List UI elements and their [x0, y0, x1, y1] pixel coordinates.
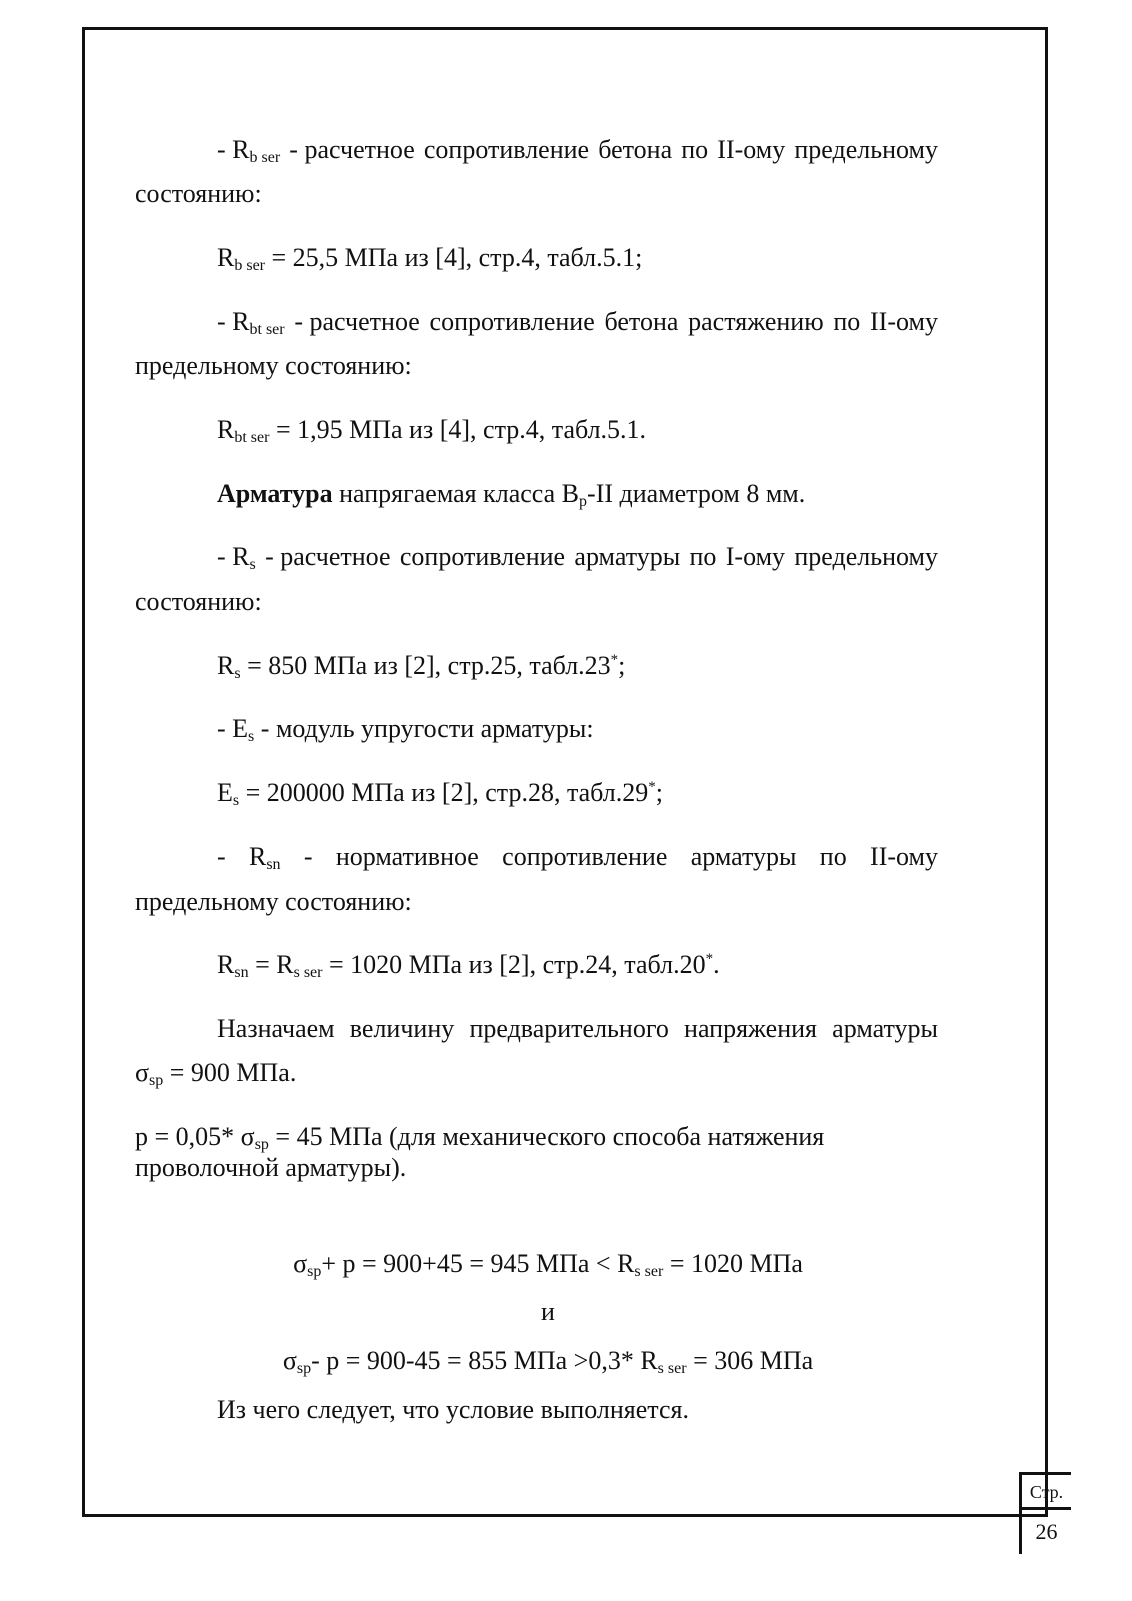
word: арматуры [832, 1014, 938, 1043]
text: = 850 МПа из [2], стр.25, табл.23 [240, 651, 611, 680]
word: II-ому [717, 135, 786, 164]
symbol: R [217, 415, 235, 444]
page-number-stamp [1019, 1472, 1071, 1554]
subscript: s [248, 728, 255, 745]
formula-check-lower [135, 1345, 961, 1377]
symbol: σ [135, 1058, 150, 1087]
formula-check-upper [135, 1248, 961, 1280]
subscript: bt ser [249, 321, 285, 338]
text-line-es-definition [217, 713, 594, 745]
word: - расчетное [289, 135, 415, 164]
subscript: s ser [657, 1360, 687, 1377]
formula-es [217, 777, 663, 809]
text: = 200000 МПа из [2], стр.28, табл.29 [239, 778, 649, 807]
text-line-rb-ser-definition [217, 134, 938, 166]
subscript: b ser [234, 257, 265, 274]
text: -II диаметром 8 мм. [587, 479, 806, 508]
symbol: - R [217, 135, 250, 164]
word: бетона [604, 307, 679, 336]
word: сопротивление [399, 542, 566, 571]
word: II-ому [870, 842, 938, 871]
formula-rbt-ser [217, 414, 646, 446]
text: напрягаемая класса В [332, 479, 580, 508]
text: . [713, 950, 720, 979]
word: напряжения [684, 1014, 817, 1043]
symbol: - R [217, 307, 250, 336]
text-line: предельному состоянию: [135, 351, 412, 380]
symbol: R [217, 950, 235, 979]
word: предельному [794, 135, 938, 164]
superscript: * [648, 779, 656, 795]
text-line-rbt-ser-definition [217, 306, 938, 338]
subscript: bt ser [234, 429, 270, 446]
text-line-rsn-definition [217, 841, 938, 873]
word: сопротивление [423, 135, 590, 164]
subscript: р [579, 493, 588, 510]
symbol: σ [293, 1249, 308, 1278]
superscript: * [610, 652, 619, 668]
word: - [217, 842, 226, 871]
text: p = 0,05* σ [135, 1122, 255, 1151]
conjunction: и [541, 1297, 555, 1326]
word: величину [349, 1014, 455, 1043]
symbol: - E [217, 714, 249, 743]
word: по [833, 307, 861, 336]
subscript: s ser [293, 964, 323, 981]
text-line: состоянию: [135, 179, 262, 208]
text-line: состоянию: [135, 587, 262, 616]
text-line: предельному состоянию: [135, 887, 412, 916]
text: = 1020 МПа из [2], стр.24, табл.20 [322, 950, 706, 979]
text: = 900 МПа. [163, 1058, 297, 1087]
word: Назначаем [217, 1014, 335, 1043]
word: предварительного [469, 1014, 669, 1043]
word: сопротивление [429, 307, 595, 336]
conclusion-line: Из чего следует, что условие выполняется. [217, 1395, 689, 1424]
text: = R [248, 950, 294, 979]
text: = 1020 МПа [663, 1249, 803, 1278]
bold-heading: Арматура [217, 479, 333, 508]
word: - [303, 842, 313, 871]
subscript: sp [307, 1263, 322, 1280]
superscript: * [705, 951, 714, 967]
text: = 306 МПа [686, 1346, 814, 1375]
symbol: R [217, 243, 235, 272]
word: арматуры [690, 842, 797, 871]
word: сопротивление [502, 842, 668, 871]
symbol: E [217, 778, 233, 807]
word: по [819, 842, 847, 871]
text-line-reinforcement [217, 478, 805, 510]
symbol: - R [217, 542, 250, 571]
subscript: sp [149, 1072, 164, 1089]
text: = 25,5 МПа из [4], стр.4, табл.5.1; [265, 243, 643, 272]
text: ; [655, 778, 663, 807]
formula-rs [217, 650, 625, 682]
text: - модуль упругости арматуры: [254, 714, 594, 743]
subscript: s [249, 556, 256, 573]
word: I-ому [725, 542, 786, 571]
subscript: s [232, 792, 240, 809]
word: арматуры [574, 542, 681, 571]
word: II-ому [870, 307, 938, 336]
text-line-prestress [217, 1013, 938, 1045]
symbol: R [248, 842, 267, 871]
subscript: sn [234, 964, 249, 981]
subscript: s ser [634, 1263, 664, 1280]
word: бетона [598, 135, 673, 164]
formula-sigma-sp [135, 1057, 296, 1089]
subscript: sp [254, 1136, 269, 1153]
word: предельному [794, 542, 938, 571]
subscript: b ser [249, 149, 281, 166]
word: растяжению [688, 307, 824, 336]
formula-rb-ser [217, 242, 642, 274]
text: - p = 900-45 = 855 МПа >0,3* R [311, 1346, 658, 1375]
subscript: sn [266, 856, 281, 873]
text: = 1,95 МПа из [4], стр.4, табл.5.1. [269, 415, 647, 444]
text-line-rs-definition [217, 541, 938, 573]
symbol: R [217, 651, 235, 680]
word: по [681, 135, 709, 164]
page-number: 26 [1035, 1519, 1058, 1544]
formula-rsn [217, 949, 720, 981]
text: + p = 900+45 = 945 МПа < R [321, 1249, 635, 1278]
word: - расчетное [294, 307, 420, 336]
text: ; [618, 651, 626, 680]
word: нормативное [335, 842, 479, 871]
page-label: Стр. [1022, 1475, 1071, 1510]
word: - расчетное [265, 542, 391, 571]
formula-p [135, 1121, 824, 1153]
symbol: σ [282, 1346, 297, 1375]
text-line: проволочной арматуры). [135, 1153, 407, 1182]
subscript: s [234, 665, 241, 682]
text: = 45 МПа (для механического способа натяжения [268, 1122, 825, 1151]
subscript: sp [296, 1360, 312, 1377]
word: по [689, 542, 717, 571]
